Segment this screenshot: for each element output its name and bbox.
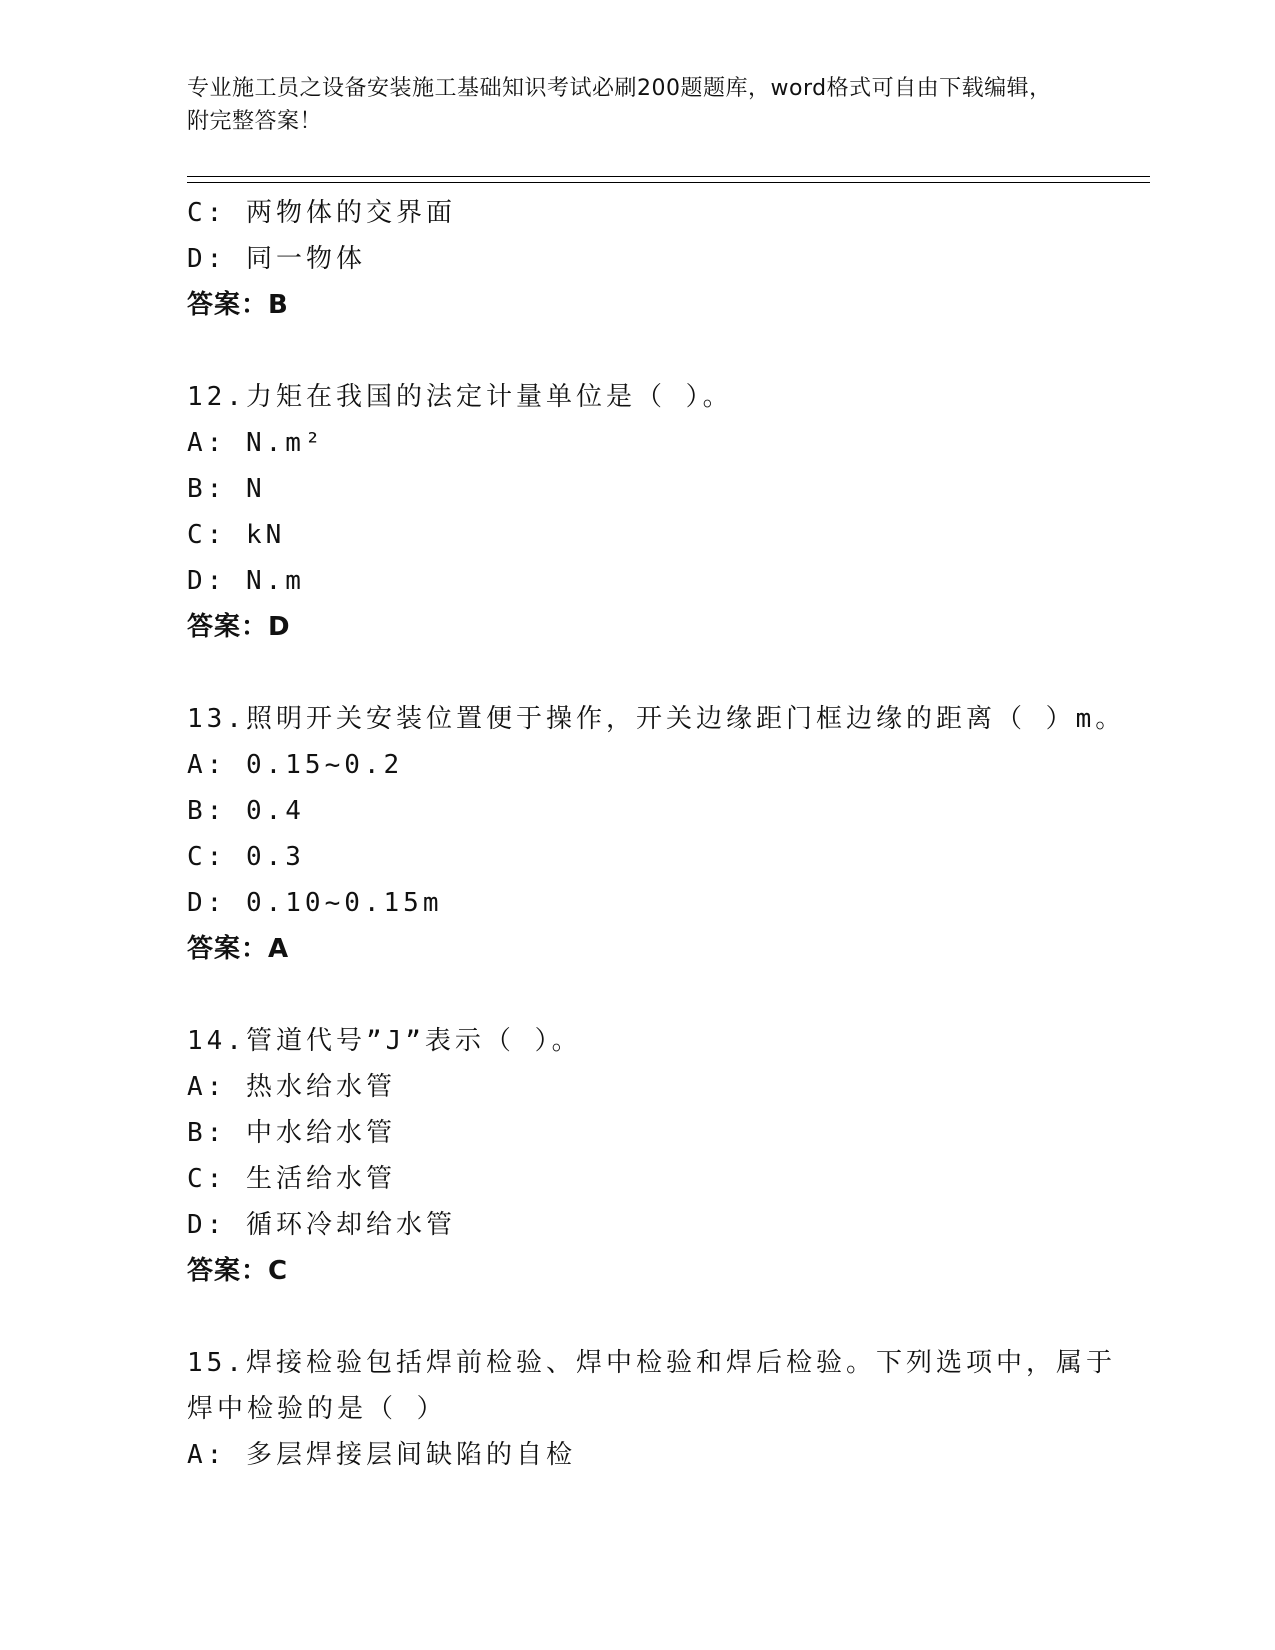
question-14 xyxy=(187,1018,1087,1294)
option-d: D: N.m xyxy=(187,566,305,596)
spacer xyxy=(187,1294,1087,1340)
question-12 xyxy=(187,374,1087,650)
spacer xyxy=(187,650,1087,696)
answer-line: 答案：B xyxy=(187,290,289,320)
option-c: C: 生活给水管 xyxy=(187,1164,396,1194)
option-d: D: 循环冷却给水管 xyxy=(187,1210,456,1240)
question-13 xyxy=(187,696,1126,972)
answer-line: 答案：A xyxy=(187,934,290,964)
answer-line: 答案：D xyxy=(187,612,291,642)
header-rule-top xyxy=(187,176,1150,177)
question-text: 14.管道代号”J”表示（ ）。 xyxy=(187,1026,582,1056)
option-c: C: kN xyxy=(187,520,286,550)
option-b: B: 0.4 xyxy=(187,796,305,826)
option-a: A: 0.15~0.2 xyxy=(187,750,404,780)
question-text-line-2: 焊中检验的是（ ） xyxy=(187,1394,447,1424)
question-15 xyxy=(187,1340,1116,1478)
question-text: 13.照明开关安装位置便于操作，开关边缘距门框边缘的距离（ ）m。 xyxy=(187,704,1126,734)
option-a: A: N.m² xyxy=(187,428,325,458)
header-title: 专业施工员之设备安装施工基础知识考试必刷200题题库，word格式可自由下载编辑，附完整答案！ xyxy=(187,76,1052,134)
header-rule-bottom xyxy=(187,182,1150,183)
question-11-continued xyxy=(187,190,1087,328)
document-body xyxy=(187,190,1126,1478)
option-d: D: 0.10~0.15m xyxy=(187,888,443,918)
spacer xyxy=(187,328,1087,374)
option-d: D: 同一物体 xyxy=(187,244,366,274)
question-text: 12.力矩在我国的法定计量单位是（ ）。 xyxy=(187,382,733,412)
option-a: A: 多层焊接层间缺陷的自检 xyxy=(187,1440,576,1470)
option-b: B: 中水给水管 xyxy=(187,1118,396,1148)
document-header xyxy=(187,72,1067,138)
answer-line: 答案：C xyxy=(187,1256,289,1286)
option-c: C: 0.3 xyxy=(187,842,305,872)
spacer xyxy=(187,972,1087,1018)
question-text-line-1: 15.焊接检验包括焊前检验、焊中检验和焊后检验。下列选项中，属于 xyxy=(187,1348,1116,1378)
option-a: A: 热水给水管 xyxy=(187,1072,396,1102)
option-b: B: N xyxy=(187,474,266,504)
option-c: C: 两物体的交界面 xyxy=(187,198,456,228)
